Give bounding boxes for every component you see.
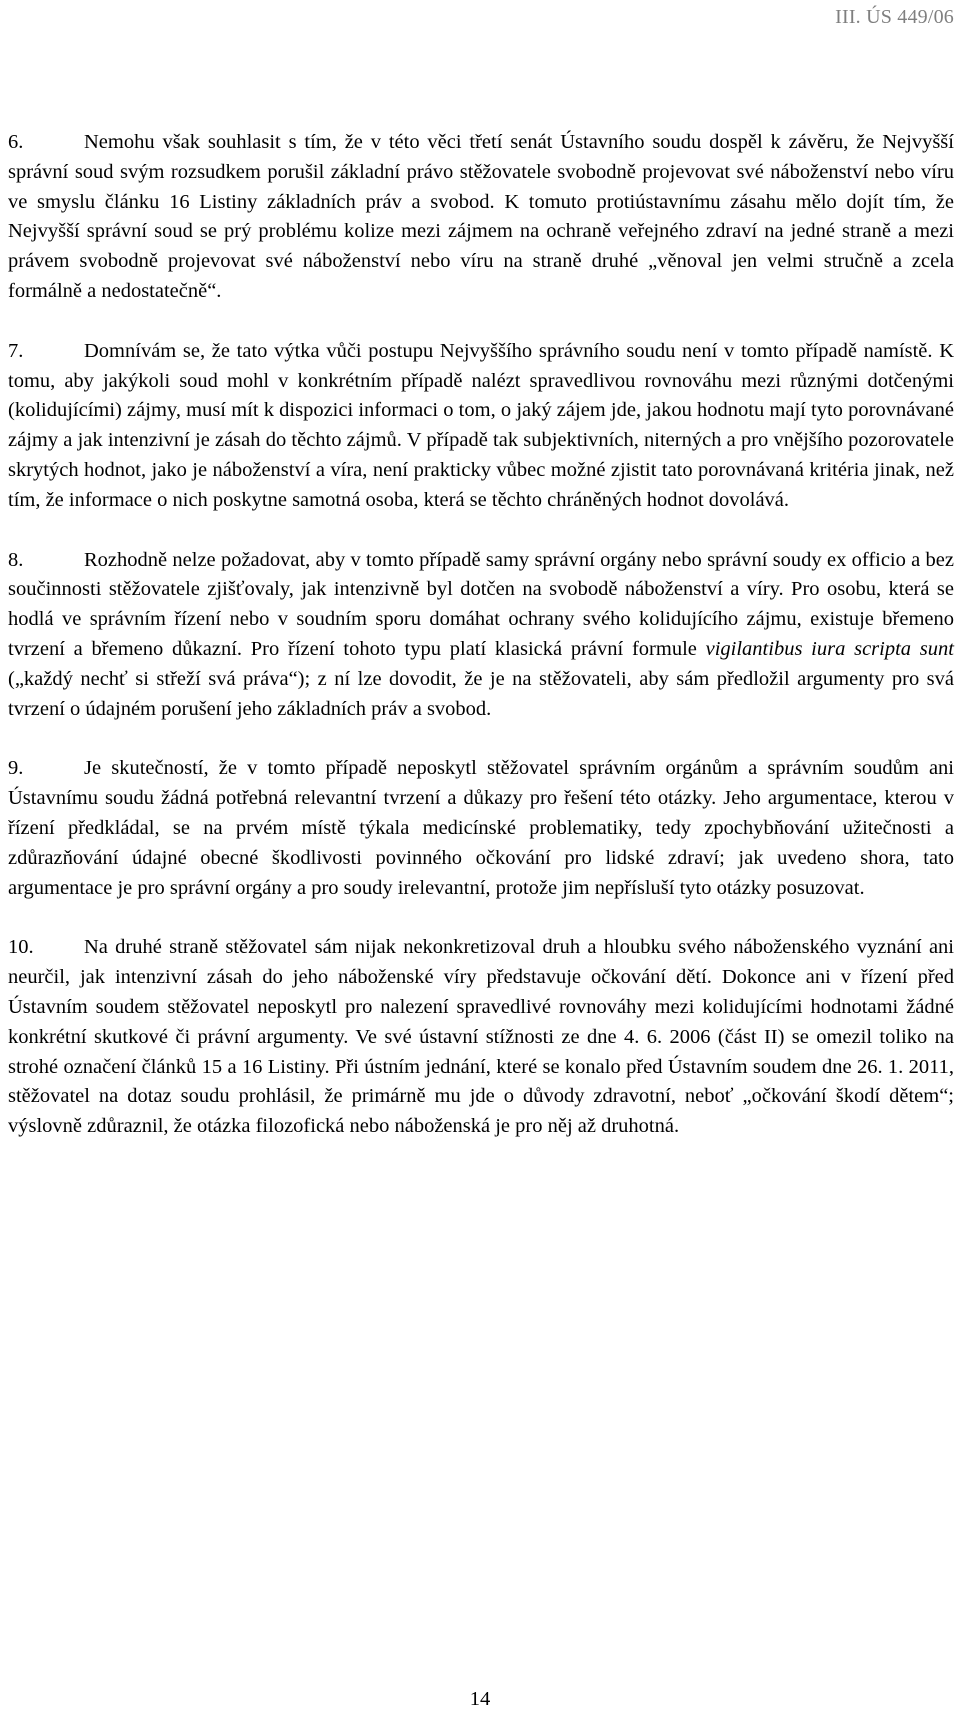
paragraph-text: Na druhé straně stěžovatel sám nijak nekonkretizoval druh a hloubku svého náboženského vyznání ani neurčil, jak intenzivní zásah do jeho náboženské víry představuje očkování dětí. Dokonce ani v řízení před Ústavním soudem stěžovatel neposkytl pro nalezení spravedlivé rovnováhy mezi kolidujícími hodnotami žádné konkrétní skutkové či právní argumenty. Ve své ústavní stížnosti ze dne 4. 6. 2006 (část II) se omezil toliko na strohé označení článků 15 a 16 Listiny. Při ústním jednání, které se konalo před Ústavním soudem dne 26. 1. 2011, stěžovatel na dotaz soudu prohlásil, že primárně mu jde o důvody zdravotní, neboť „očkování škodí dětem“; výslovně zdůraznil, že otázka filozofická nebo náboženská je pro něj až druhotná.	[8, 936, 954, 1138]
paragraph-10	[8, 933, 954, 1142]
paragraph-text: Je skutečností, že v tomto případě neposkytl stěžovatel správním orgánům a správním soudům ani Ústavnímu soudu žádná potřebná relevantní tvrzení a důkazy pro řešení této otázky. Jeho argumentace, kterou v řízení předkládal, se na prvém místě týkala medicínské problematiky, tedy zpochybňování užitečnosti a zdůrazňování údajné obecné škodlivosti povinného očkování pro lidské zdraví; jak uvedeno shora, tato argumentace je pro správní orgány a pro soudy irelevantní, protože jim nepřísluší tyto otázky posuzovat.	[8, 757, 954, 899]
latin-legal-maxim: vigilantibus iura scripta sunt	[705, 637, 954, 660]
case-number-header: III. ÚS 449/06	[835, 6, 954, 28]
paragraph-number: 8.	[8, 548, 24, 571]
paragraph-8	[8, 546, 954, 725]
paragraph-6	[8, 128, 954, 307]
page-number: 14	[469, 1688, 491, 1710]
paragraph-text: Domnívám se, že tato výtka vůči postupu Nejvyššího správního soudu není v tomto případě namístě. K tomu, aby jakýkoli soud mohl v konkrétním případě nalézt spravedlivou rovnováhu mezi různými dotčenými (kolidujícími) zájmy, musí mít k dispozici informaci o tom, o jaký zájem jde, jakou hodnotu mají tyto porovnávané zájmy a jak intenzivní je zásah do těchto zájmů. V případě tak subjektivních, niterných a pro vnějšího pozorovatele skrytých hodnot, jako je náboženství a víra, není prakticky vůbec možné zjistit tato porovnávaná kritéria jinak, než tím, že informace o nich poskytne samotná osoba, která se těchto chráněných hodnot dovolává.	[8, 339, 954, 511]
paragraph-text-continued: („každý nechť si střeží svá práva“); z ní lze dovodit, že je na stěžovateli, aby sám předložil argumenty pro svá tvrzení o údajném porušení jeho základních práv a svobod.	[8, 667, 954, 720]
document-body	[8, 128, 954, 1172]
paragraph-number: 7.	[8, 339, 24, 362]
paragraph-text: Nemohu však souhlasit s tím, že v této věci třetí senát Ústavního soudu dospěl k závěru, že Nejvyšší správní soud svým rozsudkem porušil základní právo stěžovatele svobodně projevovat své náboženství nebo víru ve smyslu článku 16 Listiny základních práv a svobod. K tomuto protiústavnímu zásahu mělo dojít tím, že Nejvyšší správní soud se prý problému kolize mezi zájmem na ochraně veřejného zdraví na jedné straně a mezi právem svobodně projevovat své náboženství nebo víru na straně druhé „věnoval jen velmi stručně a zcela formálně a nedostatečně“.	[8, 131, 954, 302]
paragraph-text: Rozhodně nelze požadovat, aby v tomto případě samy správní orgány nebo správní soudy ex officio a bez součinnosti stěžovatele zjišťovaly, jak intenzivně byl dotčen na svobodě náboženství a víry. Pro osobu, která se hodlá ve správním řízení nebo v soudním sporu domáhat ochrany svého kolidujícího zájmu, existuje břemeno tvrzení a břemeno důkazní. Pro řízení tohoto typu platí klasická právní formule	[8, 548, 954, 660]
paragraph-number: 10.	[8, 936, 34, 959]
paragraph-7	[8, 337, 954, 516]
paragraph-number: 9.	[8, 757, 24, 780]
paragraph-9	[8, 754, 954, 903]
paragraph-number: 6.	[8, 131, 24, 153]
